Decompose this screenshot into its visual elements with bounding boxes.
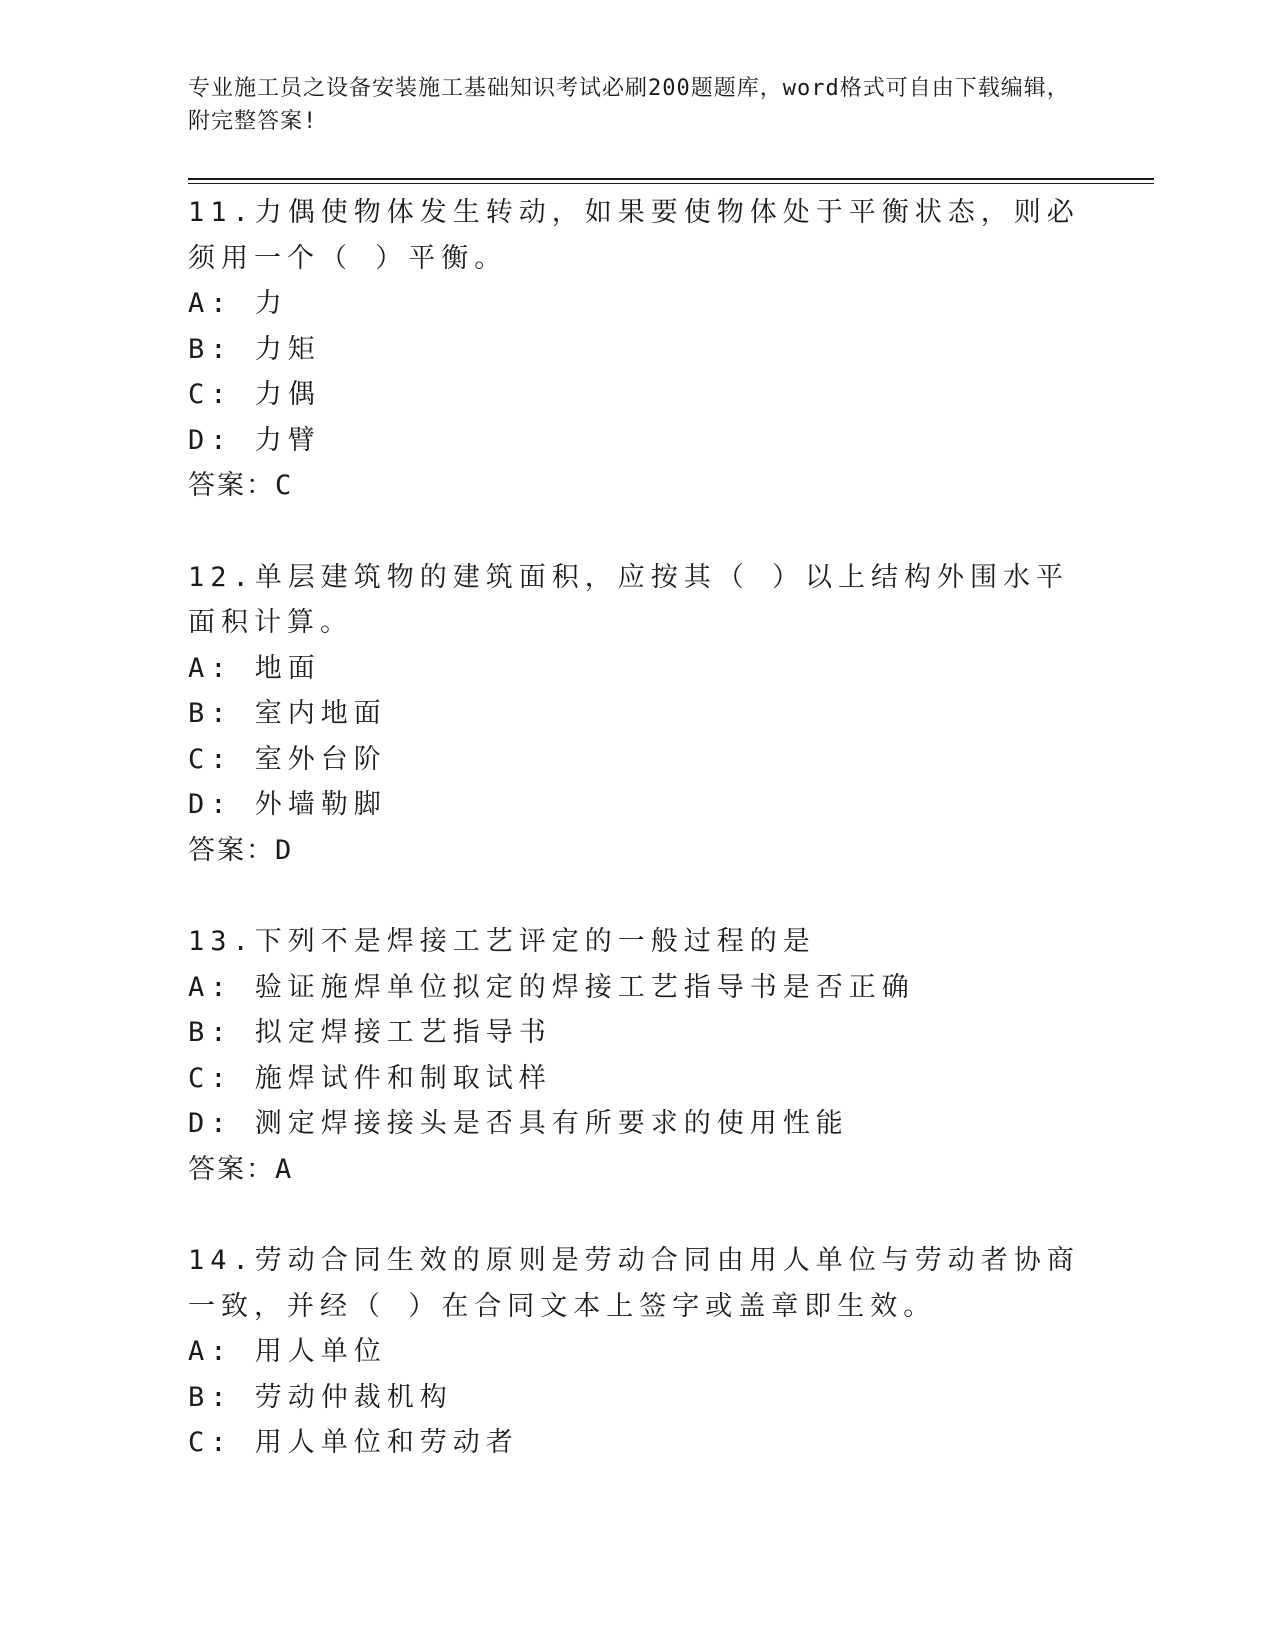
option-d: D: 外墙勒脚 (188, 789, 387, 820)
header-rule-thick (188, 178, 1154, 180)
option-b: B: 拟定焊接工艺指导书 (188, 1017, 552, 1048)
option-c: C: 用人单位和劳动者 (188, 1427, 519, 1458)
option-d: D: 力臂 (188, 424, 321, 456)
option-c: C: 力偶 (188, 379, 321, 410)
option-a: A: 用人单位 (188, 1336, 387, 1367)
answer: 答案：D (188, 834, 294, 866)
option-b: B: 劳动仲裁机构 (188, 1381, 453, 1413)
question-13 (188, 919, 1088, 1192)
question-stem: 13.下列不是焊接工艺评定的一般过程的是 (188, 926, 816, 957)
option-b: B: 室内地面 (188, 698, 387, 729)
option-d: D: 测定焊接接头是否具有所要求的使用性能 (188, 1108, 849, 1139)
question-stem: 14.劳动合同生效的原则是劳动合同由用人单位与劳动者协商一致，并经（ ）在合同文本上签字或盖章即生效。 (188, 1245, 1080, 1322)
answer: 答案：C (188, 470, 294, 501)
option-a: A: 力 (188, 288, 288, 319)
document-header: 专业施工员之设备安装施工基础知识考试必刷200题题库，word格式可自由下载编辑，附完整答案! (188, 76, 1070, 134)
question-11 (188, 190, 1088, 509)
answer: 答案：A (188, 1153, 294, 1185)
option-c: C: 室外台阶 (188, 743, 387, 775)
question-14 (188, 1238, 1088, 1466)
question-list (188, 190, 1088, 1512)
option-a: A: 验证施焊单位拟定的焊接工艺指导书是否正确 (188, 971, 915, 1003)
question-12 (188, 555, 1088, 874)
question-stem: 11.力偶使物体发生转动，如果要使物体处于平衡状态，则必须用一个（ ）平衡。 (188, 197, 1080, 274)
option-a: A: 地面 (188, 652, 321, 684)
option-b: B: 力矩 (188, 333, 321, 365)
question-stem: 12.单层建筑物的建筑面积，应按其（ ）以上结构外围水平面积计算。 (188, 561, 1070, 638)
option-c: C: 施焊试件和制取试样 (188, 1062, 552, 1094)
header-rule-thin (188, 183, 1154, 184)
